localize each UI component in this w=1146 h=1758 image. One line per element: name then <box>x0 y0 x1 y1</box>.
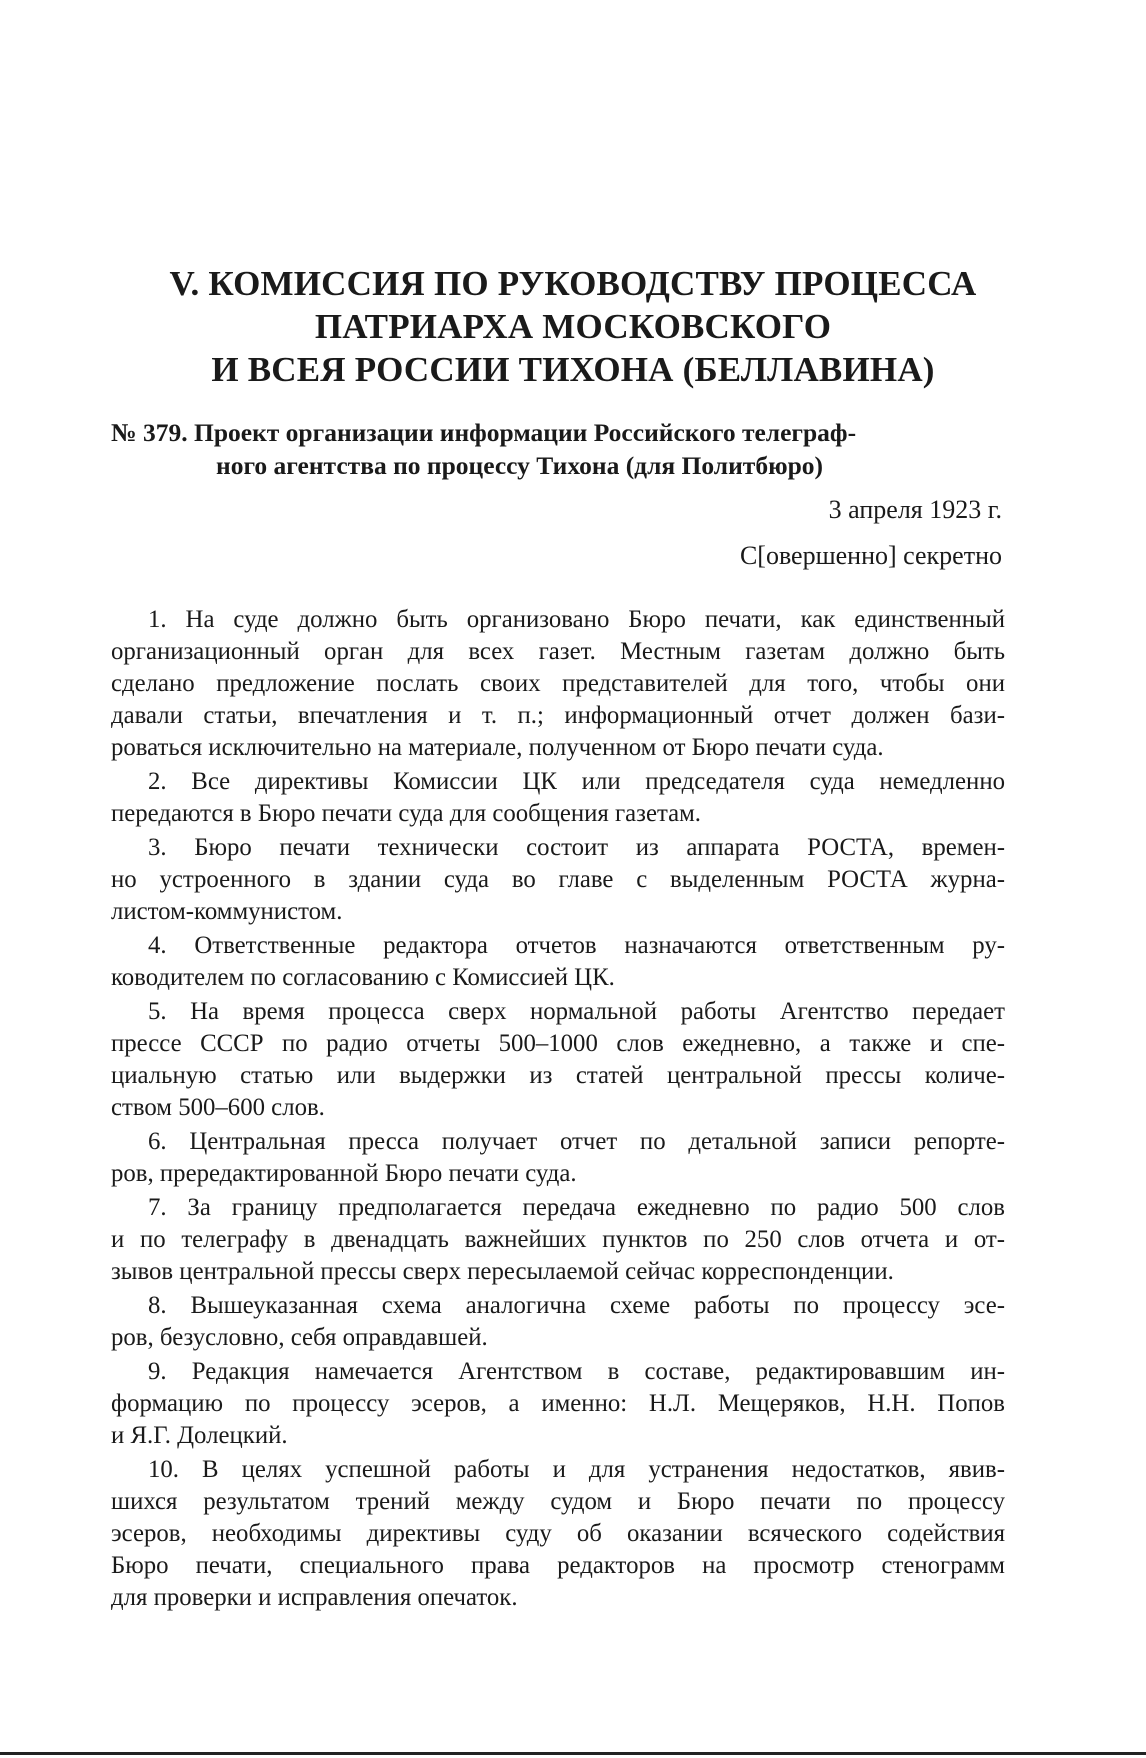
text-line: 2. Все директивы Комиссии ЦК или председателя суда немедленно <box>148 768 1005 795</box>
document-body <box>111 604 1005 1616</box>
paragraph <box>111 766 1005 830</box>
paragraph <box>111 930 1005 994</box>
document-heading-line: ного агентства по процессу Тихона (для Политбюро) <box>216 451 823 480</box>
document-heading <box>111 416 1011 482</box>
text-line: Бюро печати, специального права редакторов на просмотр стенограмм <box>111 1552 1005 1579</box>
text-line: но устроенного в здании суда во главе с выделенным РОСТА журна- <box>111 866 1005 893</box>
text-line: прессе СССР по радио отчеты 500–1000 слов ежедневно, а также и спе- <box>111 1030 1005 1057</box>
text-line: 4. Ответственные редактора отчетов назначаются ответственным ру- <box>148 932 1005 959</box>
text-line: 5. На время процесса сверх нормальной работы Агентство передает <box>148 998 1005 1025</box>
secrecy-classification: С[овершенно] секретно <box>739 541 1002 570</box>
text-line: сделано предложение послать своих представителей для того, чтобы они <box>111 670 1005 697</box>
section-title-line: И ВСЕЯ РОССИИ ТИХОНА (БЕЛЛАВИНА) <box>211 350 935 389</box>
document-heading-line: № 379. Проект организации информации Российского телеграф- <box>111 418 857 447</box>
text-line: и Я.Г. Долецкий. <box>111 1422 288 1449</box>
text-line: ров, прередактированной Бюро печати суда. <box>111 1160 577 1187</box>
text-line: 8. Вышеуказанная схема аналогична схеме работы по процессу эсе- <box>148 1292 1005 1319</box>
paragraph <box>111 1356 1005 1452</box>
text-line: организационный орган для всех газет. Местным газетам должно быть <box>111 638 1005 665</box>
text-line: 3. Бюро печати технически состоит из аппарата РОСТА, времен- <box>148 834 1005 861</box>
text-line: циальную статью или выдержки из статей центральной прессы количе- <box>111 1062 1005 1089</box>
paragraph <box>111 1126 1005 1190</box>
text-line: шихся результатом трений между судом и Бюро печати по процессу <box>111 1488 1005 1515</box>
text-line: эсеров, необходимы директивы суду об оказании всяческого содействия <box>111 1520 1005 1547</box>
paragraph <box>111 604 1005 764</box>
paragraph <box>111 832 1005 928</box>
document-date: 3 апреля 1923 г. <box>828 495 1002 524</box>
text-line: для проверки и исправления опечаток. <box>111 1584 518 1611</box>
page-bottom-rule <box>0 1752 1146 1755</box>
text-line: зывов центральной прессы сверх пересылаемой сейчас корреспонденции. <box>111 1258 894 1285</box>
text-line: передаются в Бюро печати суда для сообщения газетам. <box>111 800 702 827</box>
text-line: роваться исключительно на материале, полученном от Бюро печати суда. <box>111 734 884 761</box>
text-line: ров, безусловно, себя оправдавшей. <box>111 1324 488 1351</box>
paragraph <box>111 1192 1005 1288</box>
text-line: 9. Редакция намечается Агентством в составе, редактировавшим ин- <box>148 1358 1005 1385</box>
section-title <box>80 262 1066 391</box>
paragraph <box>111 996 1005 1124</box>
text-line: и по телеграфу в двенадцать важнейших пунктов по 250 слов отчета и от- <box>111 1226 1005 1253</box>
text-line: формацию по процессу эсеров, а именно: Н.Л. Мещеряков, Н.Н. Попов <box>111 1390 1005 1417</box>
text-line: ководителем по согласованию с Комиссией ЦК. <box>111 964 615 991</box>
paragraph <box>111 1290 1005 1354</box>
text-line: 6. Центральная пресса получает отчет по детальной записи репорте- <box>148 1128 1005 1155</box>
text-line: листом-коммунистом. <box>111 898 343 925</box>
text-line: 7. За границу предполагается передача ежедневно по радио 500 слов <box>148 1194 1005 1221</box>
section-title-line: ПАТРИАРХА МОСКОВСКОГО <box>314 307 832 346</box>
text-line: ством 500–600 слов. <box>111 1094 325 1121</box>
section-title-line: V. КОМИССИЯ ПО РУКОВОДСТВУ ПРОЦЕССА <box>169 264 977 303</box>
text-line: 10. В целях успешной работы и для устранения недостатков, явив- <box>148 1456 1005 1483</box>
text-line: давали статьи, впечатления и т. п.; информационный отчет должен бази- <box>111 702 1005 729</box>
paragraph <box>111 1454 1005 1614</box>
text-line: 1. На суде должно быть организовано Бюро печати, как единственный <box>148 606 1005 633</box>
